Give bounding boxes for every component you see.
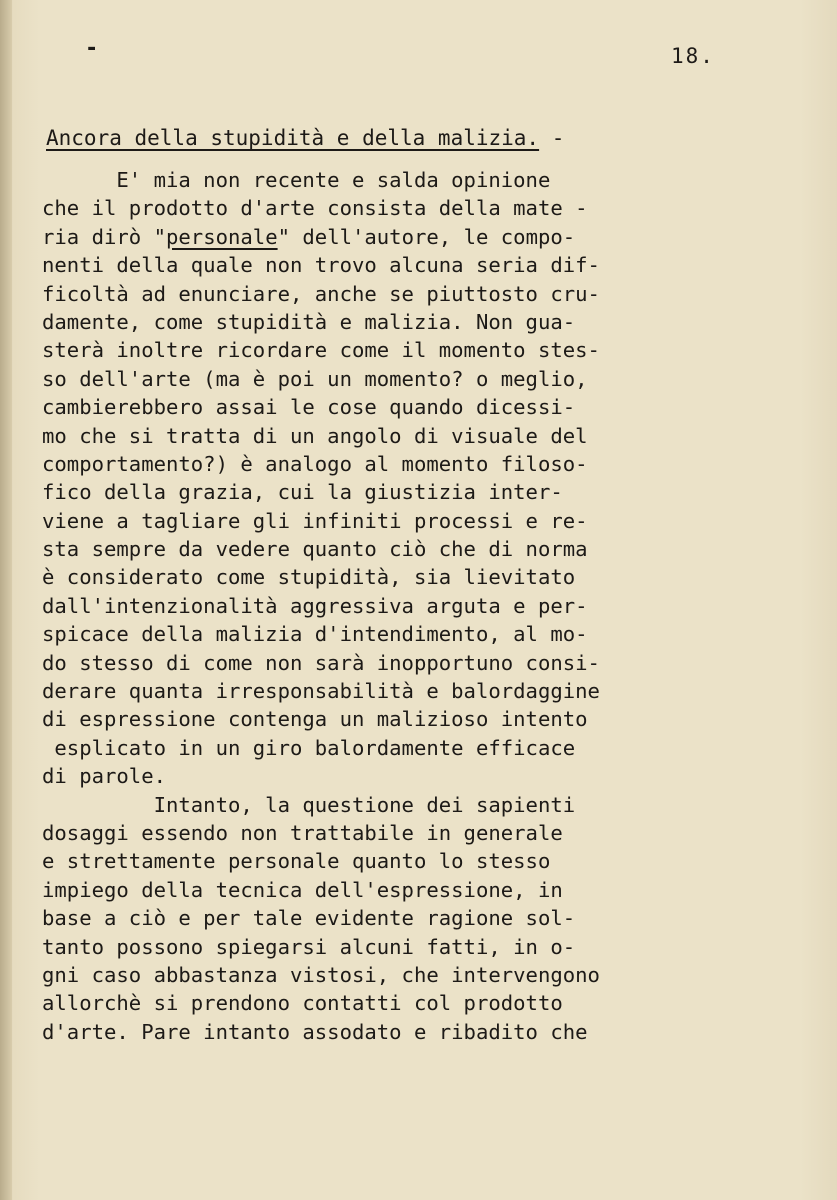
- text-line: allorchè si prendono contatti col prodotto: [42, 991, 563, 1016]
- page-binding-edge: [0, 0, 12, 1200]
- text-line: cambierebbero assai le cose quando dicessi-: [42, 395, 576, 420]
- body-text: [42, 166, 722, 1046]
- text-line: sterà inoltre ricordare come il momento stes-: [42, 338, 600, 363]
- text-line: so dell'arte (ma è poi un momento? o meglio,: [42, 366, 588, 391]
- text-line: spicace della malizia d'intendimento, al mo-: [42, 622, 588, 647]
- underlined-word: personale: [166, 224, 278, 249]
- section-title-dash: -: [539, 126, 565, 150]
- text-line: damente, come stupidità e malizia. Non gua-: [42, 309, 576, 334]
- text-line: impiego della tecnica dell'espressione, in: [42, 877, 563, 902]
- text-line: dosaggi essendo non trattabile in generale: [42, 820, 563, 845]
- text-line: E' mia non recente e salda opinione: [42, 168, 551, 192]
- text-line: ficoltà ad enunciare, anche se piuttosto cru-: [42, 281, 600, 306]
- text-line: d'arte. Pare intanto assodato e ribadito che: [42, 1019, 588, 1044]
- text-line: comportamento?) è analogo al momento filoso-: [42, 451, 588, 476]
- section-heading: [46, 126, 564, 150]
- text-line: di espressione contenga un malizioso intento: [42, 707, 588, 732]
- text-line: tanto possono spiegarsi alcuni fatti, in o-: [42, 934, 576, 959]
- text-line: sta sempre da vedere quanto ciò che di norma: [42, 537, 588, 562]
- text-line: e strettamente personale quanto lo stesso: [42, 849, 551, 874]
- text-line: Intanto, la questione dei sapienti: [42, 792, 576, 817]
- text-line: è considerato come stupidità, sia lievitato: [42, 565, 576, 590]
- text-line: esplicato in un giro balordamente efficace: [42, 735, 576, 760]
- text-line: mo che si tratta di un angolo di visuale del: [42, 423, 588, 448]
- text-line: che il prodotto d'arte consista della mate -: [42, 196, 588, 221]
- text-line: [42, 223, 722, 251]
- text-line: viene a tagliare gli infiniti processi e re-: [42, 508, 588, 533]
- text-line-start: ria dirò ": [42, 224, 166, 249]
- text-line: fico della grazia, cui la giustizia inter-: [42, 480, 563, 505]
- section-title: Ancora della stupidità e della malizia.: [46, 126, 540, 150]
- page-mark: -: [85, 36, 99, 61]
- text-line-end: " dell'autore, le compo-: [277, 224, 576, 249]
- text-line: do stesso di come non sarà inopportuno consi-: [42, 650, 600, 675]
- text-line: base a ciò e per tale evidente ragione sol-: [42, 906, 576, 931]
- text-line: di parole.: [42, 764, 166, 789]
- text-line: gni caso abbastanza vistosi, che intervengono: [42, 962, 600, 987]
- page-number: 18.: [671, 44, 715, 68]
- text-line: nenti della quale non trovo alcuna seria dif-: [42, 253, 600, 278]
- text-line: dall'intenzionalità aggressiva arguta e per-: [42, 593, 588, 618]
- text-line: derare quanta irresponsabilità e balordaggine: [42, 679, 600, 704]
